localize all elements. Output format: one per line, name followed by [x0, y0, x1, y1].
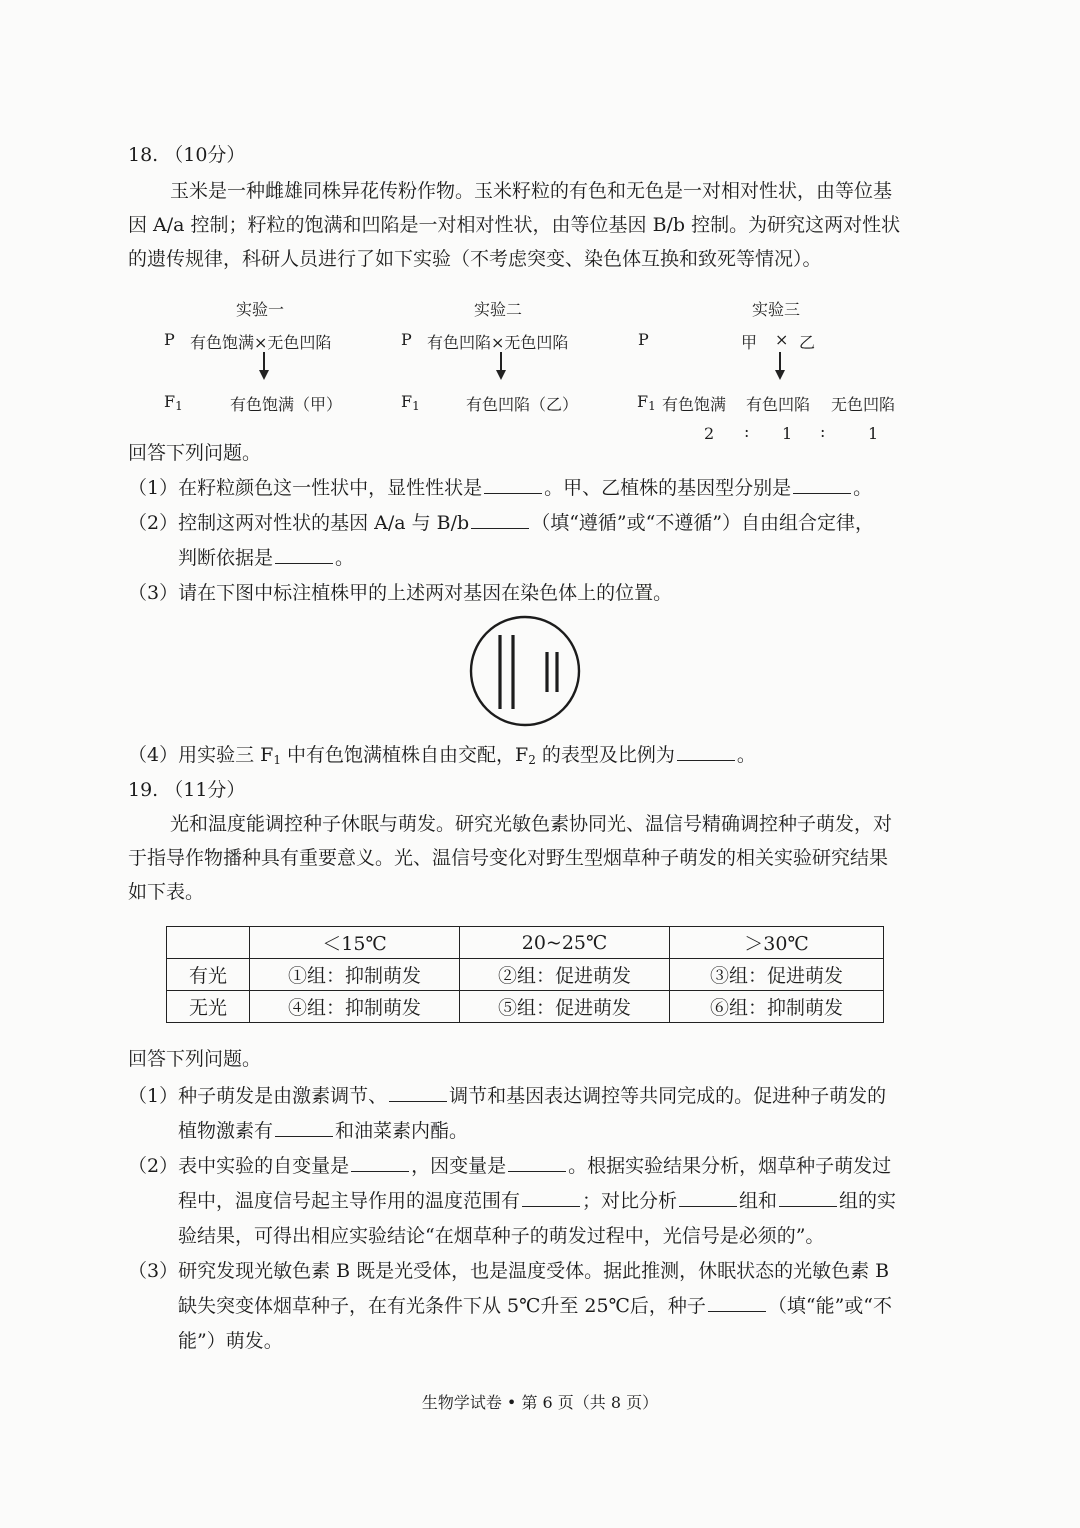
q19-sub2-blank-4[interactable] — [679, 1186, 737, 1207]
q19-sub2-cont-2: 验结果，可得出相应实验结论“在烟草种子的萌发过程中，光信号是必须的”。 — [178, 1225, 825, 1247]
q18-sub2-blank-2[interactable] — [275, 543, 333, 564]
q18-intro-line-3: 的遗传规律，科研人员进行了如下实验（不考虑突变、染色体互换和致死等情况）。 — [128, 248, 822, 270]
q18-sub1: （1）在籽粒颜色这一性状中，显性性状是 。甲、乙植株的基因型分别是 。 — [128, 471, 872, 505]
light-temperature-table — [166, 926, 884, 1023]
table-row — [167, 959, 884, 991]
exp3-ratio-1: 2 — [704, 424, 715, 443]
table-cell: ③组：促进萌发 — [670, 959, 884, 991]
table-row — [167, 991, 884, 1023]
q19-sub2: （2）表中实验的自变量是 ，因变量是 。根据实验结果分析，烟草种子萌发过 — [128, 1149, 891, 1183]
exp3-parent-jia: 甲 — [741, 333, 758, 352]
q18-sub1-blank-1[interactable] — [484, 473, 542, 494]
q18-sub3: （3）请在下图中标注植株甲的上述两对基因在染色体上的位置。 — [128, 582, 673, 604]
q18-sub1-blank-2[interactable] — [793, 473, 851, 494]
exp3-ratio-3: 1 — [868, 424, 879, 443]
exp1-arrow-head — [259, 370, 269, 380]
q19-sub2-blank-1[interactable] — [351, 1151, 409, 1172]
chromosome-cell-figure[interactable] — [468, 612, 584, 732]
exp3-p-label: P — [638, 330, 649, 349]
table-header-cell: ＞30℃ — [670, 927, 884, 959]
exp3-parent-yi: 乙 — [799, 333, 816, 352]
exp3-f1-result-3: 无色凹陷 — [831, 395, 896, 414]
q19-sub2-blank-3[interactable] — [522, 1186, 580, 1207]
q19-sub3-cont-2: 能”）萌发。 — [178, 1330, 283, 1352]
exp1-title: 实验一 — [236, 300, 285, 319]
q19-intro-line-3: 如下表。 — [128, 881, 205, 903]
exp2-title: 实验二 — [474, 300, 523, 319]
q19-sub1-cont: 植物激素有 和油菜素内酯。 — [178, 1114, 468, 1148]
exp3-ratio-2: 1 — [782, 424, 793, 443]
q18-sub2: （2）控制这两对性状的基因 A/a 与 B/b （填“遵循”或“不遵循”）自由组合定律， — [128, 506, 874, 540]
exp3-f1-label: $F_1$ — [637, 392, 656, 413]
q19-sub2-blank-2[interactable] — [508, 1151, 566, 1172]
q19-sub2-blank-5[interactable] — [779, 1186, 837, 1207]
q19-sub1-blank-1[interactable] — [389, 1081, 447, 1102]
exp1-f1-label: $F_1$ — [164, 392, 183, 413]
table-cell: ①组：抑制萌发 — [250, 959, 460, 991]
q19-intro-line-2: 于指导作物播种具有重要意义。光、温信号变化对野生型烟草种子萌发的相关实验研究结果 — [128, 847, 889, 869]
exp2-cross: 有色凹陷×无色凹陷 — [427, 333, 569, 352]
exp2-f1-label: $F_1$ — [401, 392, 420, 413]
q18-header: 18. （10分） — [128, 144, 246, 166]
exp2-arrow-line — [500, 352, 502, 372]
exp1-cross: 有色饱满×无色凹陷 — [190, 333, 332, 352]
q19-answer-prompt: 回答下列问题。 — [128, 1048, 262, 1070]
page-footer: 生物学试卷 • 第 6 页（共 8 页） — [421, 1393, 659, 1412]
exp3-f1-result-2: 有色凹陷 — [746, 395, 811, 414]
exp2-f1-result: 有色凹陷（乙） — [466, 395, 579, 414]
exp2-arrow-head — [496, 370, 506, 380]
table-cell: 有光 — [167, 959, 250, 991]
exp3-ratio-colon-2: : — [820, 422, 826, 441]
exp1-f1-result: 有色饱满（甲） — [230, 395, 343, 414]
exp1-p-label: P — [164, 330, 175, 349]
q18-sub2-cont: 判断依据是 。 — [178, 541, 354, 575]
exp3-arrow-line — [779, 352, 781, 372]
q19-sub1: （1）种子萌发是由激素调节、 调节和基因表达调控等共同完成的。促进种子萌发的 — [128, 1079, 886, 1113]
exp3-f1-result-1: 有色饱满 — [662, 395, 727, 414]
q18-sub4: （4）用实验三 $F_1$ 中有色饱满植株自由交配，$F_2$ 的表型及比例为 。 — [128, 738, 756, 777]
table-header-cell: 20~25℃ — [460, 927, 670, 959]
cell-outline — [471, 617, 579, 725]
table-cell: ④组：抑制萌发 — [250, 991, 460, 1023]
q18-intro-line-2: 因 A/a 控制；籽粒的饱满和凹陷是一对相对性状，由等位基因 B/b 控制。为研究这两对性状 — [128, 214, 901, 236]
q18-answer-prompt: 回答下列问题。 — [128, 442, 262, 464]
exp3-cross-sign: × — [775, 330, 789, 349]
table-cell: ⑥组：抑制萌发 — [670, 991, 884, 1023]
q19-sub1-blank-2[interactable] — [275, 1116, 333, 1137]
table-cell: ②组：促进萌发 — [460, 959, 670, 991]
q19-sub2-cont-1: 程中，温度信号起主导作用的温度范围有 ；对比分析 组和 组的实 — [178, 1184, 896, 1218]
q19-sub3-cont-1: 缺失突变体烟草种子，在有光条件下从 5℃升至 25℃后，种子 （填“能”或“不 — [178, 1289, 892, 1323]
table-header-row — [167, 927, 884, 959]
exp3-ratio-colon-1: : — [744, 422, 750, 441]
q19-sub3: （3）研究发现光敏色素 B 既是光受体，也是温度受体。据此推测，休眠状态的光敏色素 B — [128, 1260, 890, 1282]
exp3-arrow-head — [775, 370, 785, 380]
exp2-p-label: P — [401, 330, 412, 349]
q19-sub3-blank[interactable] — [708, 1291, 766, 1312]
table-cell: ⑤组：促进萌发 — [460, 991, 670, 1023]
table-header-cell — [167, 927, 250, 959]
q18-sub2-blank-1[interactable] — [471, 508, 529, 529]
q19-intro-line-1: 光和温度能调控种子休眠与萌发。研究光敏色素协同光、温信号精确调控种子萌发，对 — [170, 813, 893, 835]
table-cell: 无光 — [167, 991, 250, 1023]
q18-intro-line-1: 玉米是一种雌雄同株异花传粉作物。玉米籽粒的有色和无色是一对相对性状，由等位基 — [170, 180, 893, 202]
q18-sub4-blank[interactable] — [677, 740, 735, 761]
q19-header: 19. （11分） — [128, 779, 246, 801]
exp1-arrow-line — [263, 352, 265, 372]
exp3-title: 实验三 — [752, 300, 801, 319]
table-header-cell: ＜15℃ — [250, 927, 460, 959]
